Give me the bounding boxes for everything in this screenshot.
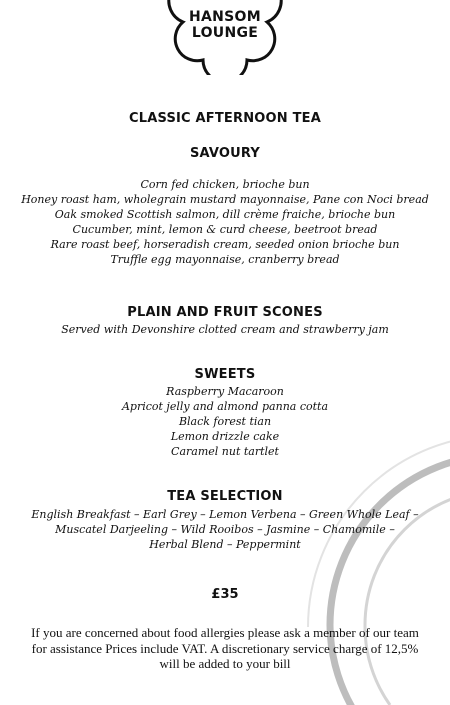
savoury-items	[0, 177, 450, 267]
menu-item: English Breakfast – Earl Grey – Lemon Verbena – Green Whole Leaf –	[31, 508, 419, 521]
allergy-notice	[0, 625, 450, 672]
menu-item: Herbal Blend – Peppermint	[149, 538, 301, 551]
tea-items	[0, 507, 450, 552]
savoury-heading: SAVOURY	[189, 146, 261, 161]
scones-items	[0, 322, 450, 337]
notice-line: If you are concerned about food allergies please ask a member of our team	[31, 625, 419, 640]
menu-item: Corn fed chicken, brioche bun	[140, 178, 310, 191]
tea-heading: TEA SELECTION	[167, 489, 283, 504]
menu-item: Rare roast beef, horseradish cream, seeded onion brioche bun	[50, 238, 400, 251]
notice-line: will be added to your bill	[159, 656, 291, 671]
menu-item: Black forest tian	[178, 415, 272, 428]
price: £35	[211, 587, 239, 602]
hansom-lounge-logo	[155, 0, 295, 75]
menu-item: Muscatel Darjeeling – Wild Rooibos – Jasmine – Chamomile –	[55, 523, 395, 536]
menu-item: Cucumber, mint, lemon & curd cheese, beetroot bread	[72, 223, 378, 236]
scones-heading: PLAIN AND FRUIT SCONES	[127, 305, 323, 320]
sweets-heading: SWEETS	[194, 367, 256, 382]
menu-item: Served with Devonshire clotted cream and strawberry jam	[61, 323, 389, 336]
menu-item: Caramel nut tartlet	[171, 445, 279, 458]
menu-item: Truffle egg mayonnaise, cranberry bread	[110, 253, 340, 266]
logo-line-2: LOUNGE	[191, 25, 259, 41]
menu-item: Oak smoked Scottish salmon, dill crème fraiche, brioche bun	[54, 208, 396, 221]
logo-line-1: HANSOM	[189, 9, 261, 25]
sweets-items	[0, 384, 450, 459]
menu-item: Honey roast ham, wholegrain mustard mayonnaise, Pane con Noci bread	[21, 193, 429, 206]
notice-line: for assistance Prices include VAT. A discretionary service charge of 12,5%	[31, 640, 419, 656]
menu-item: Lemon drizzle cake	[170, 430, 280, 443]
menu-item: Apricot jelly and almond panna cotta	[121, 400, 329, 413]
menu-item: Raspberry Macaroon	[166, 385, 284, 398]
menu-title: CLASSIC AFTERNOON TEA	[128, 111, 322, 126]
